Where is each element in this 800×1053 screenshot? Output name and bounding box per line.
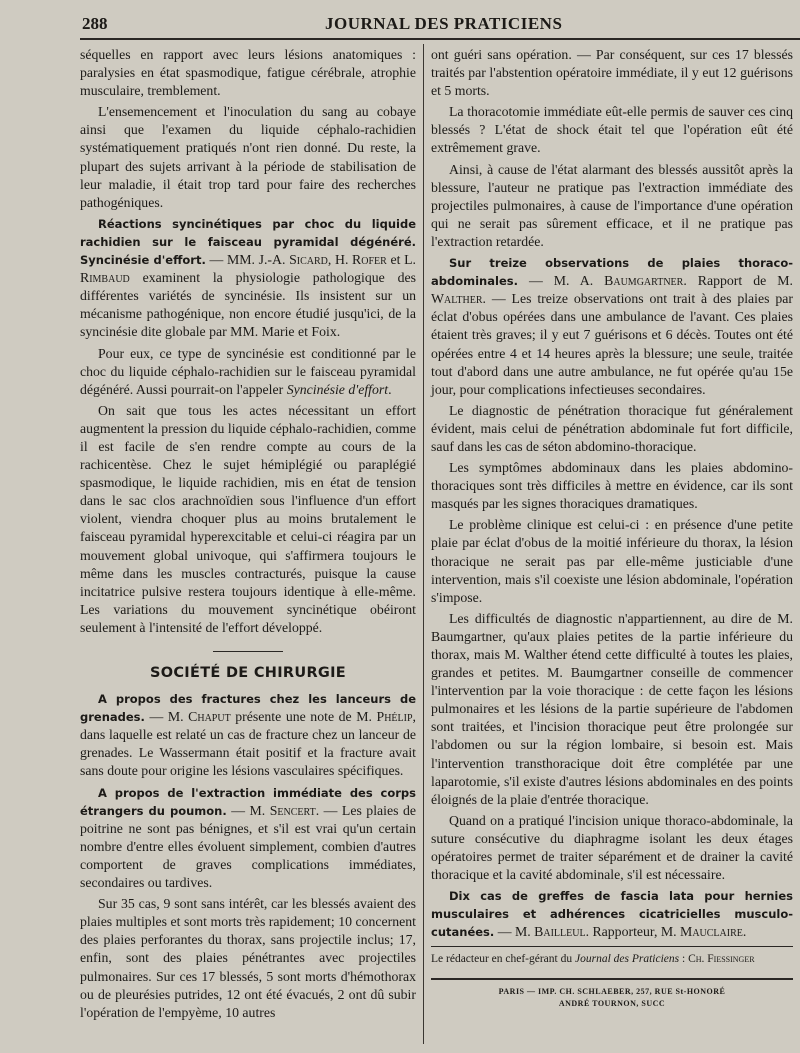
- imprint-line: ANDRÉ TOURNON, SUCC: [558, 998, 666, 1008]
- author-name: Phélip: [376, 709, 413, 725]
- author-name: H. Rofer: [334, 252, 387, 268]
- paragraph: Les symptômes abdominaux dans les plaies abdomino-thoraciques sont très difficiles à mettre en évidence, car ils sont masqués par les signes thoraciques dramatiques.: [431, 460, 793, 512]
- printer-imprint: [431, 978, 793, 1010]
- paragraph: On sait que tous les actes nécessitant un effort augmentent la pression du liquide céphalo-rachidien, comme il est facile de s'en rendre compte au cours de la rachicentèse. Chez le sujet hémiplégié ou paraplégié spasmodique, le liquide rachidien, mis en état de tension dans le sac clos arachnoïdien sous l'influence d'un effort violent, viendra choquer plus au moins brutalement le faisceau pyramidal hyperexcitable et celui-ci réagira par un mouvement global univoque, qui s'affirmera toujours le même dans les muscles contracturés, puisque la cause incitatrice pulsive restera toujours identique à elle-même. Les variations du mouvement syncinétique obéiront seulement à l'intensité de l'effort développé.: [80, 402, 416, 635]
- column-divider: [423, 44, 424, 1044]
- editor-name: Ch. Fiessinger: [688, 952, 755, 965]
- article-heading: A propos de l'extraction immédiate des corps étrangers du poumon.: [80, 785, 416, 818]
- author-name: Walther: [431, 291, 483, 307]
- section-separator: [213, 651, 283, 652]
- section-title: SOCIÉTÉ DE CHIRURGIE: [149, 665, 347, 681]
- paragraph: L'ensemencement et l'inoculation du sang au cobaye ainsi que l'examen du liquide céphalo-rachidien systématiquement pratiqués n'ont rien donné. Du reste, la plupart des sujets arrivant à la période de stabilisation de leur maladie, il était trop tard pour faire des recherches pathogéniques.: [80, 104, 416, 210]
- right-column: [431, 46, 793, 1010]
- author-name: Sencert: [269, 802, 316, 818]
- author-name: Chaput: [188, 709, 231, 725]
- article-heading: Dix cas de greffes de fascia lata pour hernies musculaires et adhérences cicatricielles musculo-cutanées.: [431, 889, 793, 940]
- journal-title: JOURNAL DES PRATICIENS: [325, 14, 563, 33]
- left-column: [80, 46, 416, 1025]
- paragraph: La thoracotomie immédiate eût-elle permis de sauver ces cinq blessés ? L'état de shock était tel que l'opération eût été extrêmement grave.: [431, 104, 793, 156]
- paragraph: Ainsi, à cause de l'état alarmant des blessés aussitôt après la blessure, l'auteur ne pratique pas l'extraction immédiate des projectiles pulmonaires, à cause de l'importance d'une opération qui ne serait pas sûrement efficace, et il ne pratique pas l'extraction retardée.: [431, 161, 793, 249]
- paragraph: Le diagnostic de pénétration thoracique fut généralement évident, mais celui de pénétration abdominale fut fort difficile, sauf dans les cas de séton abdomino-thoracique.: [431, 402, 793, 454]
- article-heading: A propos des fractures chez les lanceurs de grenades.: [80, 692, 416, 725]
- paragraph: Quand on a pratiqué l'incision unique thoraco-abdominale, la suture consécutive du diaphragme isolant les deux étages opératoires permet de traiter séparément et de drainer la cavité thoracique et la cavité abdominale, s'il est nécessaire.: [431, 812, 793, 883]
- paragraph: Sur 35 cas, 9 sont sans intérêt, car les blessés avaient des plaies multiples et sont morts très rapidement; 10 concernent des plaies perforantes du thorax, sans projectile inclus; 17, enfin, sont des plaies pénétrantes avec projectiles pulmonaires. Sur ces 17 blessés, 5 sont morts d'hémothorax ou de pleurésies putrides, 12 ont été évacués, 2 ont dû subir l'opération de l'empyème, 10 autres: [80, 896, 416, 1020]
- italic-term: Syncinésie d'effort: [286, 381, 389, 397]
- author-name: Mauclaire: [680, 924, 743, 940]
- paragraph: ont guéri sans opération. — Par conséquent, sur ces 17 blessés traités par l'abstention opératoire immédiate, il y eut 12 guérisons et 5 morts.: [431, 47, 793, 99]
- author-name: Baumgartner: [604, 273, 684, 289]
- article-heading: Sur treize observations de plaies thoraco-abdominales.: [431, 256, 793, 289]
- paragraph: séquelles en rapport avec leurs lésions anatomiques : paralysies en état spasmodique, fatigue cérébrale, atrophie musculaire, tremblement.: [80, 47, 416, 99]
- article-entry: Réactions syncinétiques par choc du liquide rachidien sur le faisceau pyramidal dégénéré. Syncinésie d'effort. — MM. J.-A. Sicard, H. Rofer et L. Rimbaud examinent la physiologie pathologique des différentes variétés de syncinésie. Ils insistent sur un mécanisme pathogénique, non encore étudié jusqu'ici, de la syncinésie dite globale par MM. Marie et Foix.: [80, 216, 416, 340]
- article-entry: Sur treize observations de plaies thoraco-abdominales. — M. A. Baumgartner. Rapport de M. Walther. — Les treize observations ont trait à des plaies par éclat d'obus opérées dans une ambulance de l'avant. Ces plaies étaient très graves; il y eut 7 guérisons et 6 décès. Toutes ont été opérées entre 4 et 14 heures après la blessure; une seule, traitée tout d'abord dans une autre ambulance, ne fut opérée qu'au 15e jour, pour complications infectieuses secondaires.: [431, 256, 793, 397]
- page-header: [80, 8, 800, 40]
- article-heading: Réactions syncinétiques par choc du liquide rachidien sur le faisceau pyramidal dégénéré. Syncinésie d'effort.: [80, 216, 416, 268]
- paragraph: Le problème clinique est celui-ci : en présence d'une petite plaie par éclat d'obus de la moitié inférieure du thorax, la lésion thoracique ne serait pas par elle-même justiciable d'une intervention, mais s'il coexiste une lésion abdominale, l'opération s'impose.: [431, 517, 793, 605]
- article-entry: A propos des fractures chez les lanceurs de grenades. — M. Chaput présente une note de M. Phélip, dans laquelle est relaté un cas de fracture chez un lanceur de grenades. Le Wassermann était positif et la fracture avait sans doute pour origine les lésions vasculaires spécifiques.: [80, 692, 416, 779]
- article-entry: A propos de l'extraction immédiate des corps étrangers du poumon. — M. Sencert. — Les plaies de poitrine ne sont pas bénignes, et s'il est vrai qu'un certain nombre d'entre elles évoluent simplement, combien d'autres comportent de graves complications immédiates, secondaires ou tardives.: [80, 785, 417, 891]
- page-number: 288: [82, 14, 108, 33]
- editor-credit: Le rédacteur en chef-gérant du Journal des Praticiens : Ch. Fiessinger: [431, 946, 793, 968]
- author-name: Bailleul: [534, 924, 586, 940]
- paragraph: Pour eux, ce type de syncinésie est conditionné par le choc du liquide céphalo-rachidien sur le faisceau pyramidal dégénéré. Aussi pourrait-on l'appeler Syncinésie d'effort.: [80, 345, 416, 397]
- paragraph: Les difficultés de diagnostic n'appartiennent, au dire de M. Baumgartner, qu'aux plaies petites de la partie inférieure du thorax, mais M. Walther étend cette difficulté à toutes les plaies, grandes et petites. M. Baumgartner conseille de commencer l'intervention par la voie thoracique : de cette façon les lésions pulmonaires et les lésions de la partie supérieure de l'abdomen sont traitées, et l'incision thoracique peut être prolongée sur l'abdomen ou sur la région lombaire, si besoin est. Mais l'intervention transthoracique doit être complétée par une laparotomie, s'il existe d'autres lésions abdominales en des points éloignés de la plaie d'entrée thoracique.: [431, 610, 793, 807]
- author-name: J.-A. Sicard: [258, 252, 328, 268]
- imprint-line: PARIS — IMP. CH. SCHLAEBER, 257, RUE St-HONORÉ: [498, 986, 726, 996]
- author-name: L. Rimbaud: [80, 252, 416, 286]
- article-entry: Dix cas de greffes de fascia lata pour hernies musculaires et adhérences cicatricielles musculo-cutanées. — M. Bailleul. Rapporteur, M. Mauclaire.: [431, 889, 793, 940]
